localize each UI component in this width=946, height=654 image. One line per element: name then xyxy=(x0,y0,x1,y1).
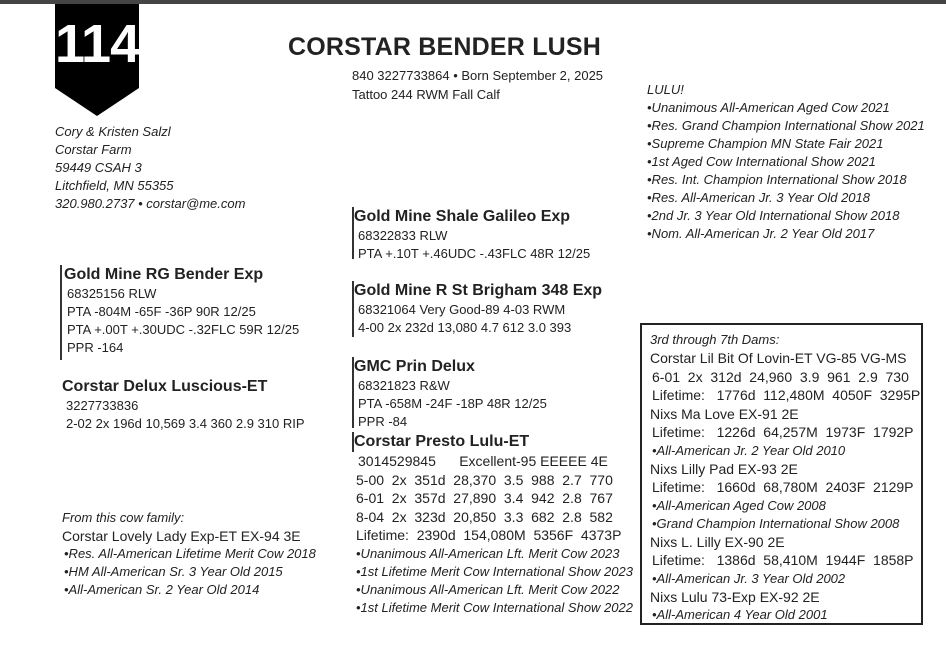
highlight-item: •Unanimous All-American Aged Cow 2021 xyxy=(647,100,890,115)
cow-family-award: •HM All-American Sr. 3 Year Old 2015 xyxy=(64,564,283,579)
owner-name: Cory & Kristen Salzl xyxy=(55,124,171,139)
dam-dam-block xyxy=(352,432,633,617)
sire-dam-name: Gold Mine R St Brigham 348 Exp xyxy=(354,282,603,299)
owner-farm: Corstar Farm xyxy=(55,142,132,157)
dam-entry-award: •All-American Aged Cow 2008 xyxy=(652,497,826,513)
lot-badge xyxy=(55,4,139,116)
top-rule xyxy=(0,0,946,4)
dam-entry-lifetime: Lifetime: 1776d 112,480M 4050F 3295P xyxy=(652,387,921,403)
owner-city: Litchfield, MN 55355 xyxy=(55,178,174,193)
highlight-item: •Res. All-American Jr. 3 Year Old 2018 xyxy=(647,190,870,205)
dam-sire-ppr: PPR -84 xyxy=(358,414,408,429)
owner-contact: 320.980.2737 • corstar@me.com xyxy=(55,196,246,211)
dam-entry-award: •Grand Champion International Show 2008 xyxy=(652,515,900,531)
dam-sire-reg: 68321823 R&W xyxy=(358,378,450,393)
dam-dam-record: 8-04 2x 323d 20,850 3.3 682 2.8 582 xyxy=(356,508,613,525)
highlight-item: •Res. Int. Champion International Show 2018 xyxy=(647,172,907,187)
cow-family-block xyxy=(62,509,316,599)
dam-sire-block xyxy=(352,357,547,428)
dam-dam-award: •1st Lifetime Merit Cow International Show 2023 xyxy=(356,563,633,579)
highlight-item: •Supreme Champion MN State Fair 2021 xyxy=(647,136,884,151)
animal-registration: 840 3227733864 • Born September 2, 2025 xyxy=(352,68,604,83)
cow-family-name: Corstar Lovely Lady Exp-ET EX-94 3E xyxy=(62,528,301,544)
dam-dam-award: •1st Lifetime Merit Cow International Show 2022 xyxy=(356,599,633,615)
highlight-item: •Nom. All-American Jr. 2 Year Old 2017 xyxy=(647,226,875,241)
sire-block xyxy=(60,265,299,360)
dam-entry-award: •All-American Jr. 2 Year Old 2010 xyxy=(652,442,846,458)
dam-entry-name: Nixs Lilly Pad EX-93 2E xyxy=(650,460,798,477)
cow-family-award: •All-American Sr. 2 Year Old 2014 xyxy=(64,582,260,597)
animal-name: CORSTAR BENDER LUSH xyxy=(288,33,602,61)
dam-entry-record: 6-01 2x 312d 24,960 3.9 961 2.9 730 xyxy=(652,368,909,385)
sire-dam-block xyxy=(352,281,602,337)
sire-dam-record: 4-00 2x 232d 13,080 4.7 612 3.0 393 xyxy=(358,320,572,335)
highlight-item: •Res. Grand Champion International Show 2021 xyxy=(647,118,925,133)
dams-box xyxy=(640,323,923,625)
dam-reg: 3227733836 xyxy=(66,398,139,413)
dam-sire-pta: PTA -658M -24F -18P 48R 12/25 xyxy=(358,396,547,411)
dam-dam-record: 5-00 2x 351d 28,370 3.5 988 2.7 770 xyxy=(356,471,613,488)
sire-dam-reg: 68321064 Very Good-89 4-03 RWM xyxy=(358,302,566,317)
cow-family-award: •Res. All-American Lifetime Merit Cow 2018 xyxy=(64,546,316,561)
sire-pta-type: PTA +.00T +.30UDC -.32FLC 59R 12/25 xyxy=(67,322,300,337)
dam-dam-lifetime: Lifetime: 2390d 154,080M 5356F 4373P xyxy=(356,527,622,543)
dam-dam-award: •Unanimous All-American Lft. Merit Cow 2022 xyxy=(356,581,620,597)
sire-pta-production: PTA -804M -65F -36P 90R 12/25 xyxy=(67,304,256,319)
highlight-item: •1st Aged Cow International Show 2021 xyxy=(647,154,876,169)
sire-ppr: PPR -164 xyxy=(67,340,124,355)
owner-address: 59449 CSAH 3 xyxy=(55,160,142,175)
dam-entry-award: •All-American Jr. 3 Year Old 2002 xyxy=(652,570,846,586)
sire-sire-block xyxy=(352,207,590,259)
dam-entry-lifetime: Lifetime: 1226d 64,257M 1973F 1792P xyxy=(652,424,914,440)
dam-record: 2-02 2x 196d 10,569 3.4 360 2.9 310 RIP xyxy=(66,416,305,431)
sire-reg: 68325156 RLW xyxy=(67,286,157,301)
animal-tattoo: Tattoo 244 RWM Fall Calf xyxy=(352,87,500,102)
dam-entry-award: •All-American 4 Year Old 2001 xyxy=(652,607,828,622)
sire-name: Gold Mine RG Bender Exp xyxy=(64,266,264,283)
dam-entry-name: Nixs L. Lilly EX-90 2E xyxy=(650,533,785,550)
dams-box-heading: 3rd through 7th Dams: xyxy=(650,332,780,347)
lot-number: 114 xyxy=(55,14,140,74)
highlights-heading: LULU! xyxy=(647,82,684,97)
dams-box-content xyxy=(650,331,920,624)
cow-family-heading: From this cow family: xyxy=(62,510,185,525)
dam-entry-lifetime: Lifetime: 1660d 68,780M 2403F 2129P xyxy=(652,479,914,495)
dam-dam-record: 6-01 2x 357d 27,890 3.4 942 2.8 767 xyxy=(356,490,613,506)
dam-dam-award: •Unanimous All-American Lft. Merit Cow 2023 xyxy=(356,545,620,561)
dam-entry-name: Nixs Ma Love EX-91 2E xyxy=(650,405,799,422)
dam-entry-name: Corstar Lil Bit Of Lovin-ET VG-85 VG-MS xyxy=(650,350,907,366)
dam-dam-name: Corstar Presto Lulu-ET xyxy=(352,432,633,452)
highlights-block xyxy=(647,81,925,243)
dam-entry-lifetime: Lifetime: 1386d 58,410M 1944F 1858P xyxy=(652,552,914,568)
dam-dam-classification: 3014529845 Excellent-95 EEEEE 4E xyxy=(358,453,608,469)
sire-sire-reg: 68322833 RLW xyxy=(358,228,448,243)
dam-entry-name: Nixs Lulu 73-Exp EX-92 2E xyxy=(650,588,820,605)
dam-name: Corstar Delux Luscious-ET xyxy=(62,378,268,395)
dam-block xyxy=(62,377,305,433)
owner-block xyxy=(55,123,245,213)
sire-sire-pta: PTA +.10T +.46UDC -.43FLC 48R 12/25 xyxy=(358,246,591,261)
sire-sire-name: Gold Mine Shale Galileo Exp xyxy=(354,208,571,225)
highlight-item: •2nd Jr. 3 Year Old International Show 2018 xyxy=(647,208,900,223)
dam-sire-name: GMC Prin Delux xyxy=(354,358,475,375)
